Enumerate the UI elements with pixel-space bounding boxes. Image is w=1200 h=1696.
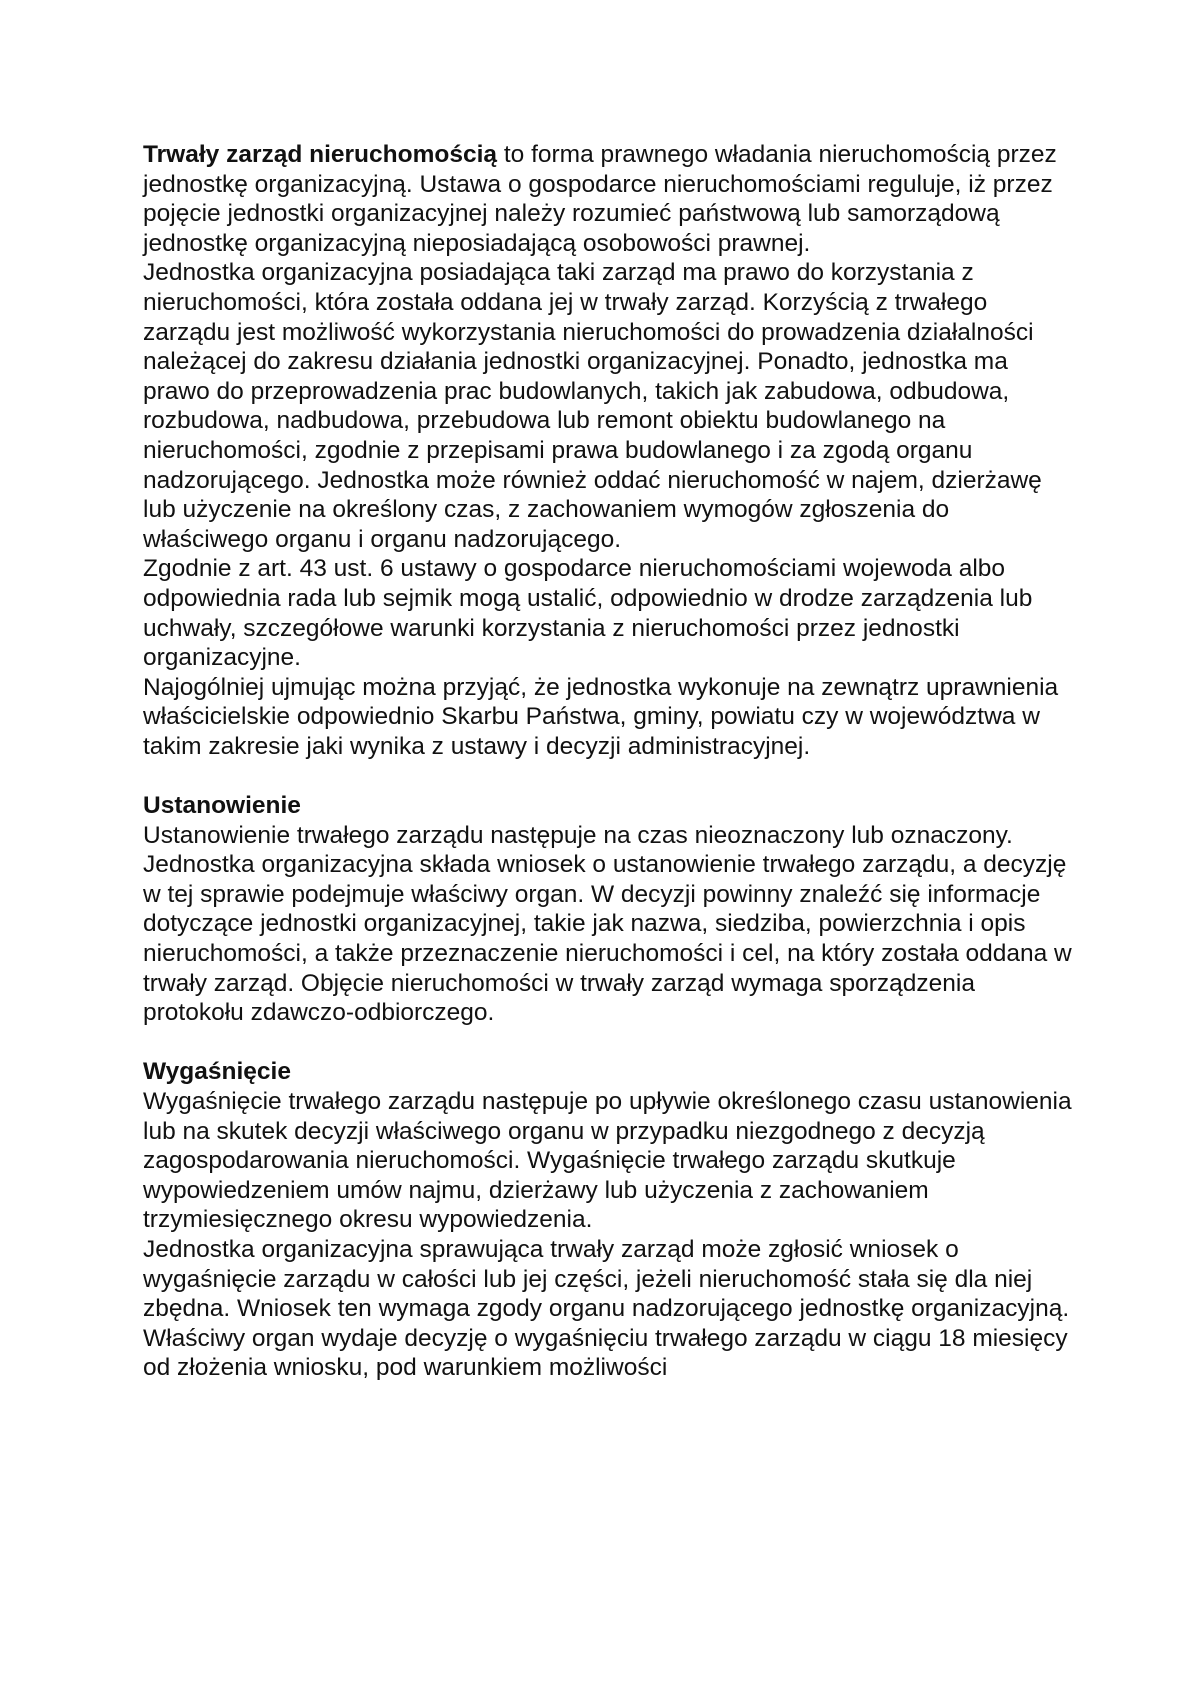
intro-paragraph — [143, 140, 1073, 258]
heading-ustanowienie: Ustanowienie — [143, 792, 301, 820]
paragraph-art43: Zgodnie z art. 43 ust. 6 ustawy o gospodarce nieruchomościami wojewoda albo odpowiednia rada lub sejmik mogą ustalić, odpowiednio w drodze zarządzenia lub uchwały, szczegółowe warunki korzystania z nieruchomości przez jednostki organizacyjne. — [143, 555, 1033, 672]
intro-text: to forma prawnego władania nieruchomością przez jednostkę organizacyjną. Ustawa o gospodarce nieruchomościami reguluje, iż przez pojęcie jednostki organizacyjnej należy rozumieć państwową lub samorządową jednostkę organizacyjną nieposiadającą osobowości prawnej. — [143, 141, 1057, 257]
spacer — [143, 1028, 1073, 1058]
paragraph-summary: Najogólniej ujmując można przyjąć, że jednostka wykonuje na zewnątrz uprawnienia właścicielskie odpowiednio Skarbu Państwa, gminy, powiatu czy w województwa w takim zakresie jaki wynika z ustawy i decyzji administracyjnej. — [143, 673, 1059, 760]
paragraph-wygasniecie-2: Jednostka organizacyjna sprawująca trwały zarząd może zgłosić wniosek o wygaśnięcie zarządu w całości lub jej części, jeżeli nieruchomość stała się dla niej zbędna. Wniosek ten wymaga zgody organu nadzorującego jednostkę organizacyjną. Właściwy organ wydaje decyzję o wygaśnięciu trwałego zarządu w ciągu 18 miesięcy od złożenia wniosku, pod warunkiem możliwości — [143, 1235, 1070, 1382]
heading-wygasniecie: Wygaśnięcie — [143, 1058, 291, 1086]
paragraph-rights: Jednostka organizacyjna posiadająca taki zarząd ma prawo do korzystania z nieruchomości, która została oddana jej w trwały zarząd. Korzyścią z trwałego zarządu jest możliwość wykorzystania nieruchomości do prowadzenia działalności należącej do zakresu działania jednostki organizacyjnej. Ponadto, jednostka ma prawo do przeprowadzenia prac budowlanych, takich jak zabudowa, odbudowa, rozbudowa, nadbudowa, przebudowa lub remont obiektu budowlanego na nieruchomości, zgodnie z przepisami prawa budowlanego i za zgodą organu nadzorującego. Jednostka może również oddać nieruchomość w najem, dzierżawę lub użyczenie na określony czas, z zachowaniem wymogów zgłoszenia do właściwego organu i organu nadzorującego. — [143, 259, 1042, 553]
intro-lead-term: Trwały zarząd nieruchomością — [143, 141, 498, 168]
paragraph-wygasniecie-1: Wygaśnięcie trwałego zarządu następuje po upływie określonego czasu ustanowienia lub na skutek decyzji właściwego organu w przypadku niezgodnego z decyzją zagospodarowania nieruchomości. Wygaśnięcie trwałego zarządu skutkuje wypowiedzeniem umów najmu, dzierżawy lub użyczenia z zachowaniem trzymiesięcznego okresu wypowiedzenia. — [143, 1088, 1072, 1234]
paragraph-ustanowienie: Ustanowienie trwałego zarządu następuje na czas nieoznaczony lub oznaczony. Jednostka organizacyjna składa wniosek o ustanowienie trwałego zarządu, a decyzję w tej sprawie podejmuje właściwy organ. W decyzji powinny znaleźć się informacje dotyczące jednostki organizacyjnej, takie jak nazwa, siedziba, powierzchnia i opis nieruchomości, a także przeznaczenie nieruchomości i cel, na który została oddana w trwały zarząd. Objęcie nieruchomości w trwały zarząd wymaga sporządzenia protokołu zdawczo-odbiorczego. — [143, 821, 1072, 1027]
document-page — [143, 140, 1073, 1383]
spacer — [143, 761, 1073, 791]
